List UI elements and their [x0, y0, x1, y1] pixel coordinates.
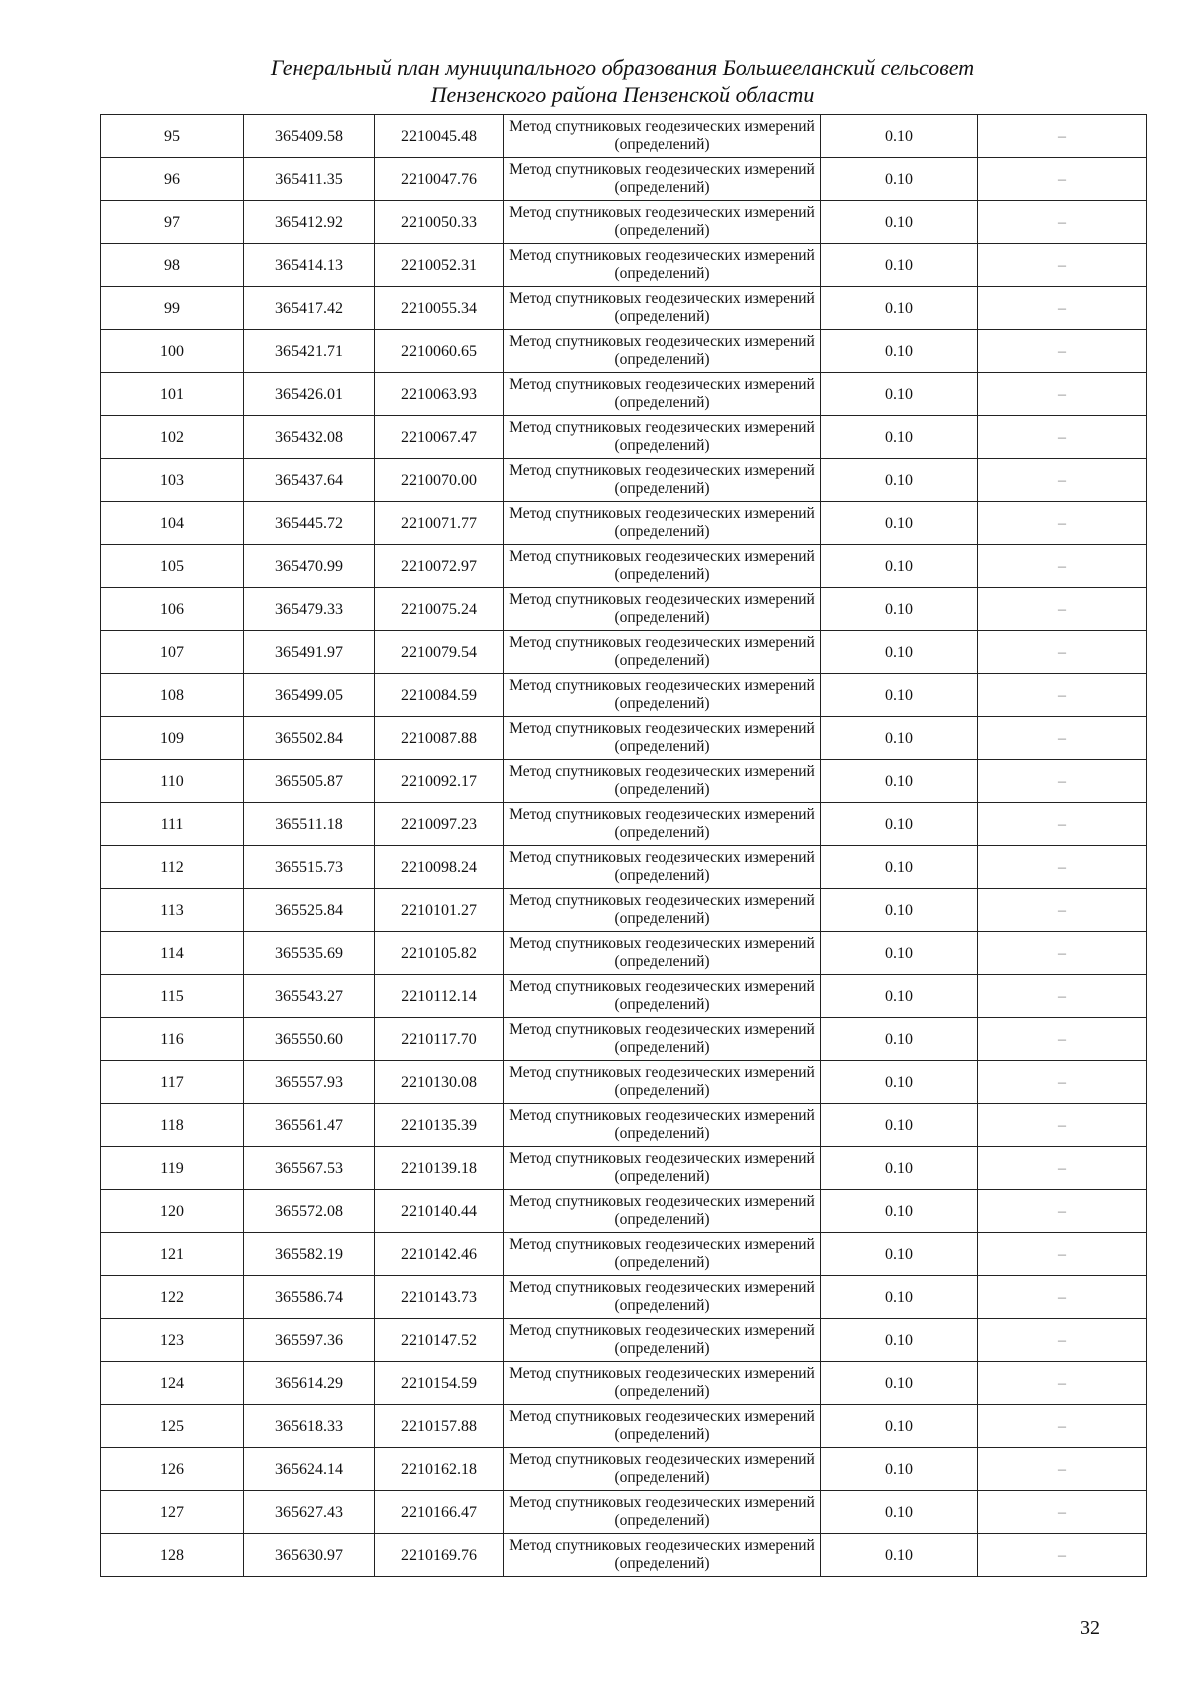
y-coordinate-cell: 2210135.39 [375, 1104, 504, 1147]
accuracy-cell: 0.10 [821, 1319, 978, 1362]
table-row [101, 717, 1147, 760]
method-cell: Метод спутниковых геодезических измерений (определений) [504, 846, 821, 889]
accuracy-cell: 0.10 [821, 717, 978, 760]
method-cell: Метод спутниковых геодезических измерений (определений) [504, 502, 821, 545]
table-row [101, 1147, 1147, 1190]
accuracy-cell: 0.10 [821, 1448, 978, 1491]
x-coordinate-cell: 365597.36 [244, 1319, 375, 1362]
y-coordinate-cell: 2210071.77 [375, 502, 504, 545]
x-coordinate-cell: 365432.08 [244, 416, 375, 459]
method-cell: Метод спутниковых геодезических измерений (определений) [504, 158, 821, 201]
accuracy-cell: 0.10 [821, 1362, 978, 1405]
accuracy-cell: 0.10 [821, 760, 978, 803]
table-row [101, 545, 1147, 588]
method-cell: Метод спутниковых геодезических измерений (определений) [504, 1018, 821, 1061]
accuracy-cell: 0.10 [821, 1147, 978, 1190]
note-cell: – [978, 459, 1147, 502]
point-number-cell: 125 [101, 1405, 244, 1448]
note-cell: – [978, 1276, 1147, 1319]
table-row [101, 932, 1147, 975]
method-cell: Метод спутниковых геодезических измерений (определений) [504, 1190, 821, 1233]
note-cell: – [978, 932, 1147, 975]
note-cell: – [978, 631, 1147, 674]
point-number-cell: 107 [101, 631, 244, 674]
method-cell: Метод спутниковых геодезических измерений (определений) [504, 1405, 821, 1448]
y-coordinate-cell: 2210142.46 [375, 1233, 504, 1276]
coordinates-table-body [101, 115, 1147, 1577]
accuracy-cell: 0.10 [821, 631, 978, 674]
method-cell: Метод спутниковых геодезических измерений (определений) [504, 1104, 821, 1147]
x-coordinate-cell: 365525.84 [244, 889, 375, 932]
point-number-cell: 98 [101, 244, 244, 287]
point-number-cell: 97 [101, 201, 244, 244]
x-coordinate-cell: 365479.33 [244, 588, 375, 631]
point-number-cell: 115 [101, 975, 244, 1018]
method-cell: Метод спутниковых геодезических измерений (определений) [504, 932, 821, 975]
point-number-cell: 117 [101, 1061, 244, 1104]
point-number-cell: 109 [101, 717, 244, 760]
note-cell: – [978, 1190, 1147, 1233]
point-number-cell: 113 [101, 889, 244, 932]
y-coordinate-cell: 2210092.17 [375, 760, 504, 803]
method-cell: Метод спутниковых геодезических измерений (определений) [504, 1491, 821, 1534]
table-row [101, 1190, 1147, 1233]
point-number-cell: 126 [101, 1448, 244, 1491]
method-cell: Метод спутниковых геодезических измерений (определений) [504, 244, 821, 287]
point-number-cell: 103 [101, 459, 244, 502]
method-cell: Метод спутниковых геодезических измерений (определений) [504, 1448, 821, 1491]
table-row [101, 975, 1147, 1018]
accuracy-cell: 0.10 [821, 545, 978, 588]
page-number: 32 [1080, 1617, 1100, 1639]
x-coordinate-cell: 365627.43 [244, 1491, 375, 1534]
point-number-cell: 112 [101, 846, 244, 889]
method-cell: Метод спутниковых геодезических измерений (определений) [504, 1276, 821, 1319]
method-cell: Метод спутниковых геодезических измерений (определений) [504, 1319, 821, 1362]
y-coordinate-cell: 2210055.34 [375, 287, 504, 330]
table-row [101, 244, 1147, 287]
y-coordinate-cell: 2210047.76 [375, 158, 504, 201]
note-cell: – [978, 115, 1147, 158]
x-coordinate-cell: 365515.73 [244, 846, 375, 889]
method-cell: Метод спутниковых геодезических измерений (определений) [504, 674, 821, 717]
x-coordinate-cell: 365550.60 [244, 1018, 375, 1061]
accuracy-cell: 0.10 [821, 975, 978, 1018]
y-coordinate-cell: 2210050.33 [375, 201, 504, 244]
table-row [101, 1319, 1147, 1362]
table-row [101, 1018, 1147, 1061]
x-coordinate-cell: 365411.35 [244, 158, 375, 201]
y-coordinate-cell: 2210052.31 [375, 244, 504, 287]
accuracy-cell: 0.10 [821, 588, 978, 631]
method-cell: Метод спутниковых геодезических измерений (определений) [504, 1534, 821, 1577]
x-coordinate-cell: 365414.13 [244, 244, 375, 287]
note-cell: – [978, 287, 1147, 330]
note-cell: – [978, 201, 1147, 244]
point-number-cell: 116 [101, 1018, 244, 1061]
x-coordinate-cell: 365437.64 [244, 459, 375, 502]
accuracy-cell: 0.10 [821, 1104, 978, 1147]
note-cell: – [978, 889, 1147, 932]
table-row [101, 459, 1147, 502]
method-cell: Метод спутниковых геодезических измерений (определений) [504, 1147, 821, 1190]
x-coordinate-cell: 365426.01 [244, 373, 375, 416]
x-coordinate-cell: 365582.19 [244, 1233, 375, 1276]
note-cell: – [978, 674, 1147, 717]
x-coordinate-cell: 365445.72 [244, 502, 375, 545]
document-header [100, 54, 1145, 108]
note-cell: – [978, 416, 1147, 459]
method-cell: Метод спутниковых геодезических измерений (определений) [504, 330, 821, 373]
point-number-cell: 106 [101, 588, 244, 631]
note-cell: – [978, 1147, 1147, 1190]
x-coordinate-cell: 365586.74 [244, 1276, 375, 1319]
method-cell: Метод спутниковых геодезических измерений (определений) [504, 588, 821, 631]
accuracy-cell: 0.10 [821, 674, 978, 717]
y-coordinate-cell: 2210140.44 [375, 1190, 504, 1233]
table-row [101, 889, 1147, 932]
accuracy-cell: 0.10 [821, 330, 978, 373]
method-cell: Метод спутниковых геодезических измерений (определений) [504, 631, 821, 674]
method-cell: Метод спутниковых геодезических измерений (определений) [504, 373, 821, 416]
x-coordinate-cell: 365572.08 [244, 1190, 375, 1233]
method-cell: Метод спутниковых геодезических измерений (определений) [504, 545, 821, 588]
x-coordinate-cell: 365502.84 [244, 717, 375, 760]
table-row [101, 1276, 1147, 1319]
accuracy-cell: 0.10 [821, 244, 978, 287]
header-line-1: Генеральный план муниципального образования Большееланский сельсовет [270, 55, 975, 80]
y-coordinate-cell: 2210157.88 [375, 1405, 504, 1448]
x-coordinate-cell: 365543.27 [244, 975, 375, 1018]
point-number-cell: 108 [101, 674, 244, 717]
y-coordinate-cell: 2210060.65 [375, 330, 504, 373]
y-coordinate-cell: 2210105.82 [375, 932, 504, 975]
table-row [101, 631, 1147, 674]
note-cell: – [978, 1448, 1147, 1491]
y-coordinate-cell: 2210147.52 [375, 1319, 504, 1362]
x-coordinate-cell: 365505.87 [244, 760, 375, 803]
x-coordinate-cell: 365614.29 [244, 1362, 375, 1405]
method-cell: Метод спутниковых геодезических измерений (определений) [504, 1362, 821, 1405]
table-row [101, 373, 1147, 416]
point-number-cell: 111 [101, 803, 244, 846]
point-number-cell: 110 [101, 760, 244, 803]
accuracy-cell: 0.10 [821, 459, 978, 502]
y-coordinate-cell: 2210117.70 [375, 1018, 504, 1061]
accuracy-cell: 0.10 [821, 846, 978, 889]
method-cell: Метод спутниковых геодезических измерений (определений) [504, 975, 821, 1018]
method-cell: Метод спутниковых геодезических измерений (определений) [504, 760, 821, 803]
y-coordinate-cell: 2210087.88 [375, 717, 504, 760]
accuracy-cell: 0.10 [821, 1018, 978, 1061]
accuracy-cell: 0.10 [821, 416, 978, 459]
table-row [101, 1104, 1147, 1147]
method-cell: Метод спутниковых геодезических измерений (определений) [504, 1233, 821, 1276]
table-row [101, 158, 1147, 201]
y-coordinate-cell: 2210130.08 [375, 1061, 504, 1104]
x-coordinate-cell: 365557.93 [244, 1061, 375, 1104]
point-number-cell: 105 [101, 545, 244, 588]
x-coordinate-cell: 365417.42 [244, 287, 375, 330]
table-row [101, 1448, 1147, 1491]
point-number-cell: 118 [101, 1104, 244, 1147]
point-number-cell: 121 [101, 1233, 244, 1276]
y-coordinate-cell: 2210143.73 [375, 1276, 504, 1319]
coordinates-table [100, 114, 1147, 1577]
x-coordinate-cell: 365624.14 [244, 1448, 375, 1491]
header-line-2: Пензенского района Пензенской области [430, 82, 815, 107]
note-cell: – [978, 330, 1147, 373]
y-coordinate-cell: 2210169.76 [375, 1534, 504, 1577]
table-row [101, 287, 1147, 330]
y-coordinate-cell: 2210045.48 [375, 115, 504, 158]
y-coordinate-cell: 2210098.24 [375, 846, 504, 889]
y-coordinate-cell: 2210072.97 [375, 545, 504, 588]
table-row [101, 1491, 1147, 1534]
accuracy-cell: 0.10 [821, 932, 978, 975]
table-row [101, 760, 1147, 803]
table-row [101, 588, 1147, 631]
note-cell: – [978, 158, 1147, 201]
point-number-cell: 120 [101, 1190, 244, 1233]
note-cell: – [978, 717, 1147, 760]
note-cell: – [978, 1405, 1147, 1448]
accuracy-cell: 0.10 [821, 502, 978, 545]
method-cell: Метод спутниковых геодезических измерений (определений) [504, 201, 821, 244]
accuracy-cell: 0.10 [821, 1534, 978, 1577]
note-cell: – [978, 975, 1147, 1018]
y-coordinate-cell: 2210067.47 [375, 416, 504, 459]
y-coordinate-cell: 2210154.59 [375, 1362, 504, 1405]
accuracy-cell: 0.10 [821, 1233, 978, 1276]
note-cell: – [978, 545, 1147, 588]
x-coordinate-cell: 365421.71 [244, 330, 375, 373]
accuracy-cell: 0.10 [821, 803, 978, 846]
method-cell: Метод спутниковых геодезических измерений (определений) [504, 115, 821, 158]
note-cell: – [978, 846, 1147, 889]
accuracy-cell: 0.10 [821, 373, 978, 416]
y-coordinate-cell: 2210112.14 [375, 975, 504, 1018]
table-row [101, 1534, 1147, 1577]
note-cell: – [978, 1233, 1147, 1276]
note-cell: – [978, 1362, 1147, 1405]
point-number-cell: 124 [101, 1362, 244, 1405]
x-coordinate-cell: 365511.18 [244, 803, 375, 846]
table-row [101, 330, 1147, 373]
x-coordinate-cell: 365409.58 [244, 115, 375, 158]
note-cell: – [978, 760, 1147, 803]
accuracy-cell: 0.10 [821, 201, 978, 244]
y-coordinate-cell: 2210139.18 [375, 1147, 504, 1190]
table-row [101, 1405, 1147, 1448]
note-cell: – [978, 1018, 1147, 1061]
note-cell: – [978, 588, 1147, 631]
table-row [101, 502, 1147, 545]
y-coordinate-cell: 2210070.00 [375, 459, 504, 502]
method-cell: Метод спутниковых геодезических измерений (определений) [504, 889, 821, 932]
table-row [101, 201, 1147, 244]
method-cell: Метод спутниковых геодезических измерений (определений) [504, 287, 821, 330]
note-cell: – [978, 1061, 1147, 1104]
note-cell: – [978, 1319, 1147, 1362]
point-number-cell: 114 [101, 932, 244, 975]
y-coordinate-cell: 2210166.47 [375, 1491, 504, 1534]
note-cell: – [978, 373, 1147, 416]
method-cell: Метод спутниковых геодезических измерений (определений) [504, 1061, 821, 1104]
point-number-cell: 99 [101, 287, 244, 330]
accuracy-cell: 0.10 [821, 1190, 978, 1233]
method-cell: Метод спутниковых геодезических измерений (определений) [504, 459, 821, 502]
point-number-cell: 119 [101, 1147, 244, 1190]
x-coordinate-cell: 365567.53 [244, 1147, 375, 1190]
table-row [101, 803, 1147, 846]
point-number-cell: 127 [101, 1491, 244, 1534]
point-number-cell: 96 [101, 158, 244, 201]
accuracy-cell: 0.10 [821, 1405, 978, 1448]
accuracy-cell: 0.10 [821, 1276, 978, 1319]
table-row [101, 115, 1147, 158]
point-number-cell: 95 [101, 115, 244, 158]
x-coordinate-cell: 365630.97 [244, 1534, 375, 1577]
x-coordinate-cell: 365491.97 [244, 631, 375, 674]
point-number-cell: 104 [101, 502, 244, 545]
y-coordinate-cell: 2210079.54 [375, 631, 504, 674]
x-coordinate-cell: 365499.05 [244, 674, 375, 717]
accuracy-cell: 0.10 [821, 889, 978, 932]
table-row [101, 674, 1147, 717]
note-cell: – [978, 244, 1147, 287]
y-coordinate-cell: 2210101.27 [375, 889, 504, 932]
table-row [101, 1233, 1147, 1276]
y-coordinate-cell: 2210063.93 [375, 373, 504, 416]
y-coordinate-cell: 2210162.18 [375, 1448, 504, 1491]
x-coordinate-cell: 365618.33 [244, 1405, 375, 1448]
accuracy-cell: 0.10 [821, 1061, 978, 1104]
point-number-cell: 102 [101, 416, 244, 459]
table-row [101, 1061, 1147, 1104]
x-coordinate-cell: 365412.92 [244, 201, 375, 244]
point-number-cell: 123 [101, 1319, 244, 1362]
note-cell: – [978, 1104, 1147, 1147]
table-row [101, 416, 1147, 459]
point-number-cell: 122 [101, 1276, 244, 1319]
note-cell: – [978, 1491, 1147, 1534]
accuracy-cell: 0.10 [821, 1491, 978, 1534]
accuracy-cell: 0.10 [821, 158, 978, 201]
accuracy-cell: 0.10 [821, 115, 978, 158]
x-coordinate-cell: 365470.99 [244, 545, 375, 588]
table-row [101, 1362, 1147, 1405]
point-number-cell: 128 [101, 1534, 244, 1577]
x-coordinate-cell: 365561.47 [244, 1104, 375, 1147]
point-number-cell: 100 [101, 330, 244, 373]
method-cell: Метод спутниковых геодезических измерений (определений) [504, 416, 821, 459]
accuracy-cell: 0.10 [821, 287, 978, 330]
y-coordinate-cell: 2210084.59 [375, 674, 504, 717]
note-cell: – [978, 502, 1147, 545]
table-row [101, 846, 1147, 889]
y-coordinate-cell: 2210075.24 [375, 588, 504, 631]
point-number-cell: 101 [101, 373, 244, 416]
y-coordinate-cell: 2210097.23 [375, 803, 504, 846]
note-cell: – [978, 803, 1147, 846]
method-cell: Метод спутниковых геодезических измерений (определений) [504, 717, 821, 760]
note-cell: – [978, 1534, 1147, 1577]
x-coordinate-cell: 365535.69 [244, 932, 375, 975]
method-cell: Метод спутниковых геодезических измерений (определений) [504, 803, 821, 846]
